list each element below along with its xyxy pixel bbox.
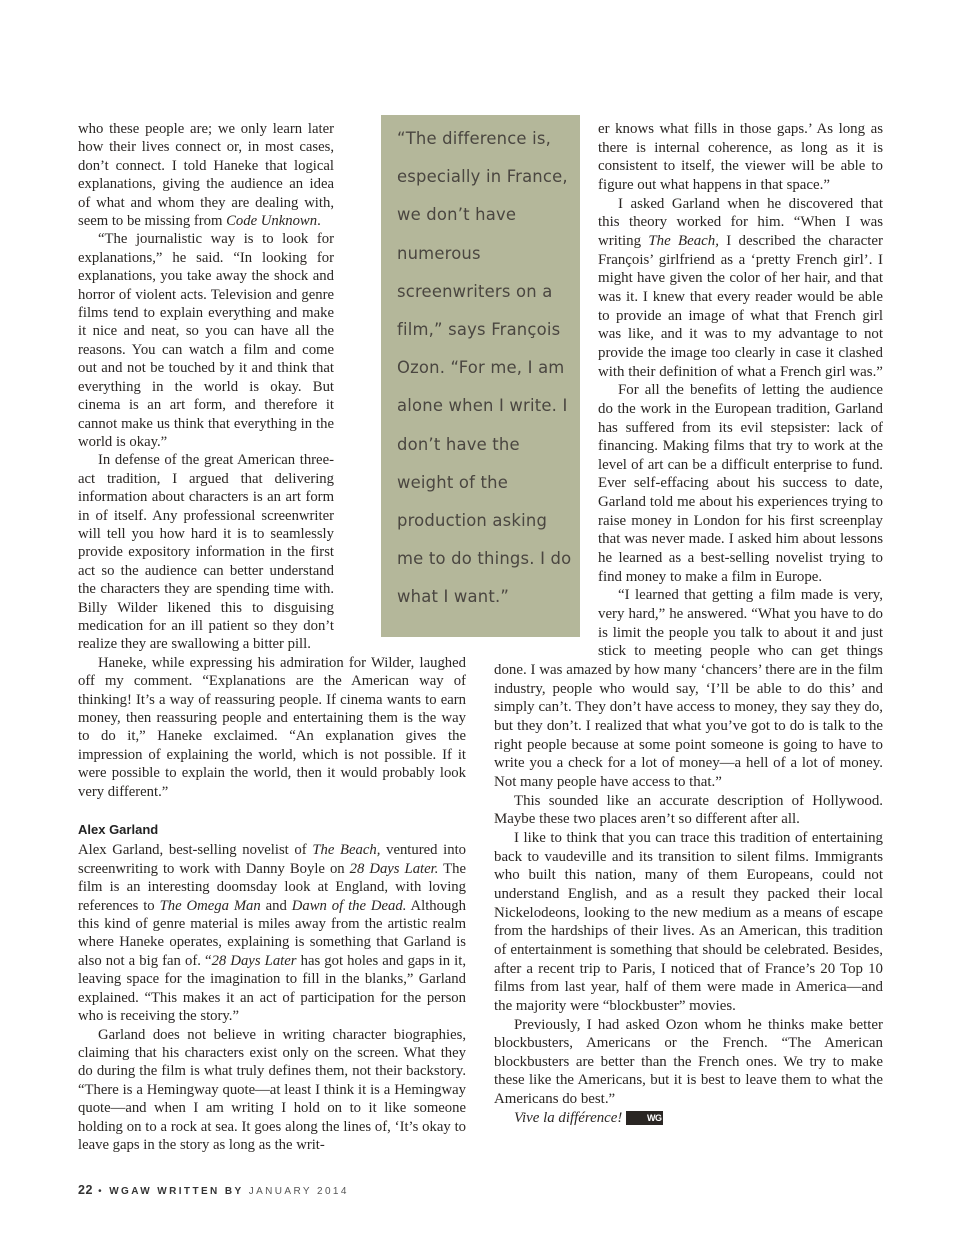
wg-end-mark-icon: WG: [626, 1111, 663, 1125]
publication-name: WGAW WRITTEN BY: [109, 1186, 244, 1197]
paragraph: er knows what fills in those gaps.’ As long as there is internal coherence, as long as it is consistent to itself, the viewer will be able to figure out what happens in that space.”: [598, 121, 883, 193]
paragraph: For all the benefits of letting the audience do the work in the European tradition, Garland has suffered from its evil stepsister: lack of financing. Making films that try to work at the level of art can be a difficult enterprise to fund. Ever self-effacing about his success to date, Garland told me about his experiences trying to raise money in London for his first screenplay that was never made. I asked him about lessons he learned as a best-selling novelist trying to find money to make a film in Europe.: [598, 382, 883, 585]
closing-line: Vive la différence! WG: [514, 1109, 662, 1126]
paragraph: I asked Garland when he discovered that this theory worked for him. “When I was writing The Beach, I described the character François’ girlfriend as a ‘pretty French girl’. I might have given the color of her hair, and that was it. I knew that every reader would be able to provide an image of what that French girl was like, and it was to my advantage to not provide the image too clearly in case it clashed with their definition of what a French girl was.”: [598, 195, 883, 380]
paragraph: In defense of the great American three-act tradition, I argued that delivering information about characters is an art form in of itself. Any professional screenwriter will tell you how hard it is to seamlessly provide expository information in the first act so the audience can better understand the characters they are spending time with. Billy Wilder likened this to disguising medication for an ill patient so they don’t realize they are swallowing a bitter pill.: [78, 452, 334, 653]
section-heading: Alex Garland: [78, 822, 159, 838]
pull-quote-text: “The difference is, especially in France, we don’t have numerous screenwriters on a film,” says François Ozon. “For me, I am alone when I write. I don’t have the weight of the production asking me to do things. I do what I want.”: [397, 129, 572, 607]
paragraph: Previously, I had asked Ozon whom he thinks make better blockbusters, Americans or the French. “The American blockbusters are better than the French ones. We try to make these like the Americans, but it is best to leave them to what the Americans do best.”: [494, 1016, 883, 1108]
footer-bullet: •: [98, 1186, 104, 1197]
issue-date: JANUARY 2014: [248, 1186, 349, 1197]
paragraph: This sounded like an accurate description of Hollywood. Maybe these two places aren’t so different after all.: [494, 792, 883, 828]
paragraph: who these people are; we only learn later how their lives connect or, in most cases, don’t connect. I told Haneke that logical explanations, giving the audience an idea of what and whom they are dealing with, seem to be missing from Code Unknown.: [78, 121, 334, 230]
paragraph: I like to think that you can trace this tradition of entertaining back to vaudeville and its transition to silent films. Immigrants who built this nation, many of them Europeans, could not understand English, and as a result they packed their local Nickelodeons, looking to the new medium as a means of escape from the hardships of their lives. As an American, this tradition of entertainment is something that should be celebrated. Besides, after a recent trip to Paris, I noticed that of France’s 20 Top 10 films from last year, half of them were made in America—and the majority were “blockbuster” movies.: [494, 829, 883, 1014]
article-right-column: [494, 120, 883, 1127]
paragraph: Garland does not believe in writing character biographies, claiming that his characters exist only on the screen. What they do during the film is what truly defines them, not their backstory. “There is a Hemingway quote—at least I think it is a Hemingway quote—and when I am writing I hold on to it like someone holding on to a rock at sea. It goes along the lines of, ‘It’s okay to leave gaps in the story as long as the writ-: [78, 1026, 466, 1153]
article-left-column: [78, 120, 466, 1154]
page-number: 22: [78, 1183, 93, 1197]
paragraph: Alex Garland, best-selling novelist of The Beach, ventured into screenwriting to work with Danny Boyle on 28 Days Later. The film is an interesting doomsday look at England, with loving references to The Omega Man and Dawn of the Dead. Although this kind of genre material is miles away from the artistic realm where Haneke operates, explaining is something that Garland is also not a big fan of. “28 Days Later has got holes and gaps in it, leaving space for the imagination to fill in the blanks,” Garland explained. “This makes it an act of participation for the person who is receiving the story.”: [78, 842, 466, 1025]
paragraph: Haneke, while expressing his admiration for Wilder, laughed off my comment. “Explanations are the American way of thinking! It’s a way of reassuring people. If cinema wants to earn money, then reassuring people and entertaining them is the way to do it,” Haneke exclaimed. “An explanation gives the impression of explaining the world, which is not possible. If it were possible to explain the world, then it would probably look very different.”: [78, 654, 466, 800]
paragraph: “The journalistic way is to look for explanations,” he said. “In looking for explanations, you take away the shock and horror of violent acts. Television and genre films tend to explain everything and make it nice and neat, so you can have all the reasons. You can watch a film and come out and not be touched by it and think that everything in the world is okay. But cinema is an art form, and therefore it cannot make us think that everything in the world is okay.”: [78, 231, 334, 450]
page-footer: [78, 1183, 349, 1197]
paragraph: “I learned that getting a film made is very, very hard,” he answered. “What you have to do is limit the people you talk to about it and just stick to meeting people who can get things done. I was amazed by how many ‘chancers’ there are in the film industry, people who would say, ‘I’ll be able to do this’ and simply can’t. They don’t have access to money, they say they do, but they don’t. I realized that what you’ve got to do is talk to the right people because at some point someone is going to have to write you a check for a lot of money—a hell of a lot of money. Not many people have access to that.”: [494, 587, 883, 790]
